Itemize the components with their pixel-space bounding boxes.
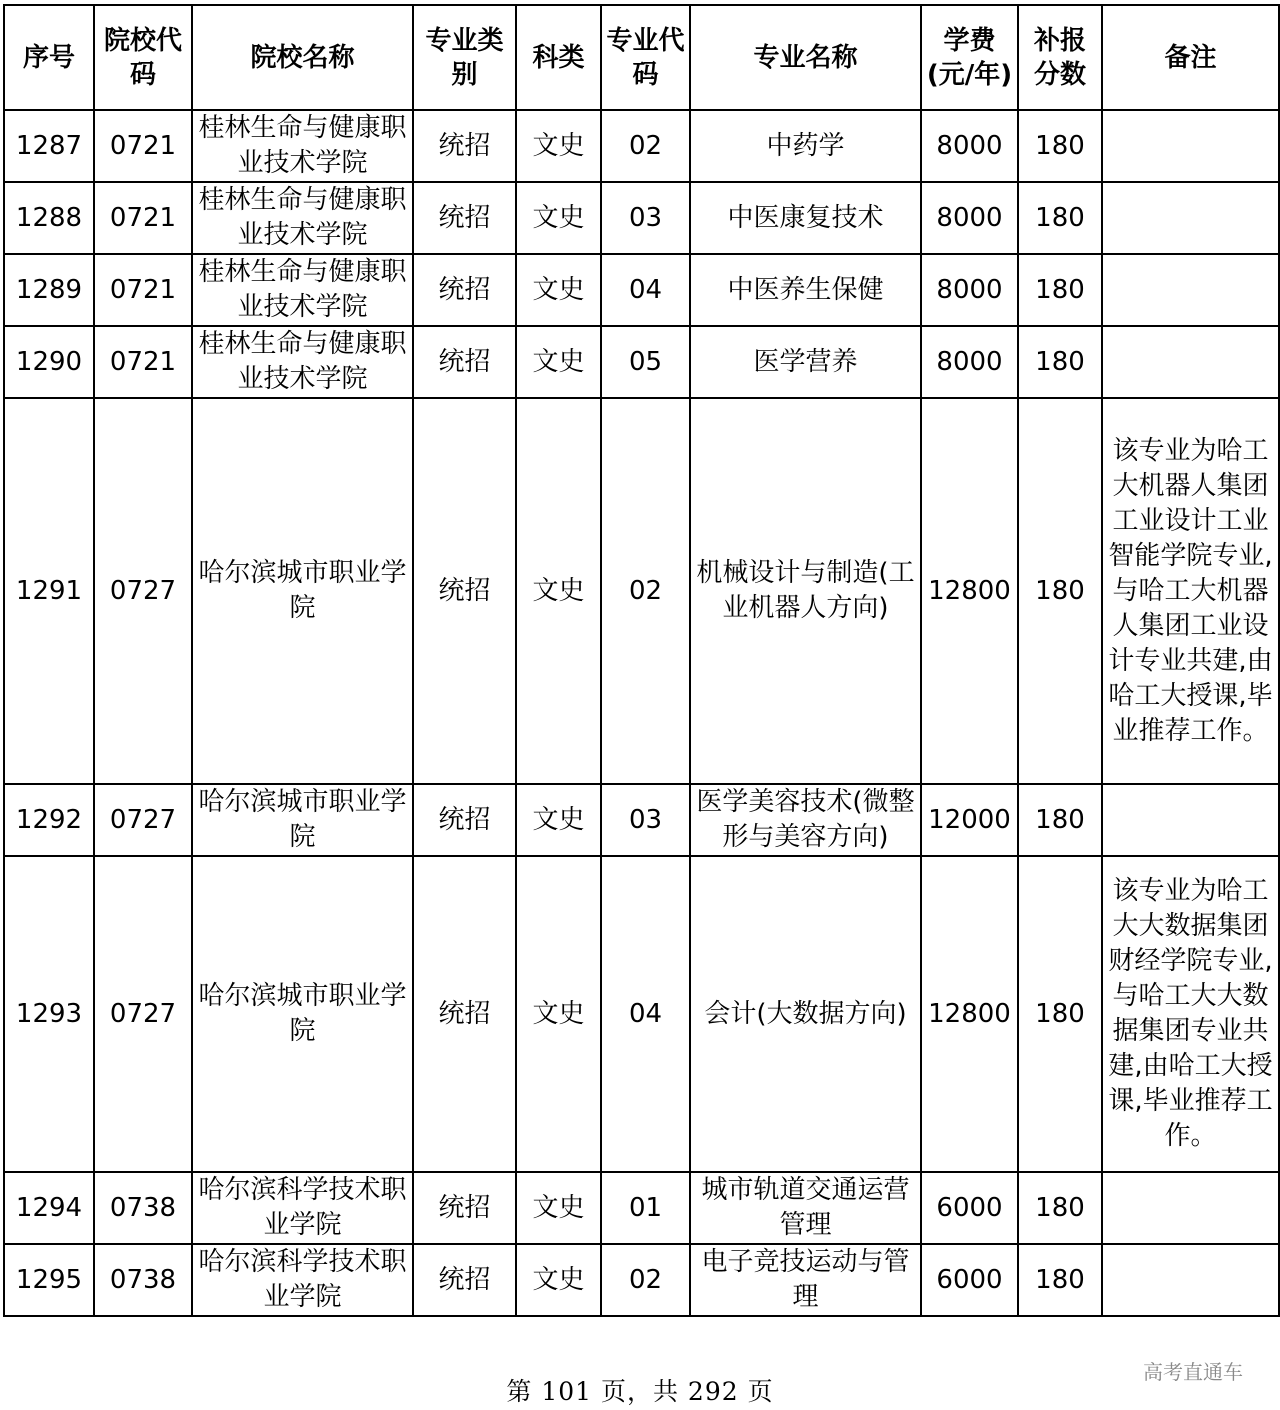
header-category: 专业类别 [413, 5, 516, 110]
cell-major-code: 03 [601, 784, 690, 856]
cell-major-name: 中医养生保健 [690, 254, 921, 326]
cell-note [1102, 1244, 1279, 1316]
cell-subject: 文史 [516, 1172, 601, 1244]
cell-school-code: 0727 [94, 784, 192, 856]
cell-major-code: 03 [601, 182, 690, 254]
cell-seq: 1294 [4, 1172, 94, 1244]
cell-tuition: 6000 [921, 1172, 1018, 1244]
cell-major-code: 04 [601, 856, 690, 1172]
cell-score: 180 [1018, 856, 1102, 1172]
cell-category: 统招 [413, 856, 516, 1172]
table-row [4, 398, 1279, 784]
cell-school-code: 0721 [94, 110, 192, 182]
cell-major-name: 城市轨道交通运营管理 [690, 1172, 921, 1244]
cell-score: 180 [1018, 1172, 1102, 1244]
cell-subject: 文史 [516, 182, 601, 254]
cell-score: 180 [1018, 398, 1102, 784]
cell-school-code: 0721 [94, 254, 192, 326]
header-school-name: 院校名称 [192, 5, 413, 110]
cell-tuition: 12800 [921, 398, 1018, 784]
cell-seq: 1292 [4, 784, 94, 856]
header-major-code: 专业代码 [601, 5, 690, 110]
cell-school-code: 0727 [94, 856, 192, 1172]
cell-score: 180 [1018, 182, 1102, 254]
cell-note [1102, 1172, 1279, 1244]
table-row [4, 1172, 1279, 1244]
cell-score: 180 [1018, 326, 1102, 398]
cell-major-name: 中医康复技术 [690, 182, 921, 254]
cell-note [1102, 110, 1279, 182]
cell-school-code: 0721 [94, 182, 192, 254]
cell-major-name: 医学营养 [690, 326, 921, 398]
cell-school-name: 哈尔滨科学技术职业学院 [192, 1172, 413, 1244]
cell-seq: 1289 [4, 254, 94, 326]
cell-major-name: 医学美容技术(微整形与美容方向) [690, 784, 921, 856]
cell-school-code: 0721 [94, 326, 192, 398]
cell-score: 180 [1018, 110, 1102, 182]
cell-tuition: 8000 [921, 254, 1018, 326]
table-row [4, 784, 1279, 856]
cell-category: 统招 [413, 784, 516, 856]
cell-seq: 1288 [4, 182, 94, 254]
cell-tuition: 8000 [921, 326, 1018, 398]
cell-subject: 文史 [516, 110, 601, 182]
table-row [4, 110, 1279, 182]
cell-category: 统招 [413, 398, 516, 784]
cell-category: 统招 [413, 254, 516, 326]
cell-school-code: 0738 [94, 1172, 192, 1244]
watermark-text: 高考直通车 [1143, 1360, 1243, 1384]
cell-tuition: 6000 [921, 1244, 1018, 1316]
cell-seq: 1295 [4, 1244, 94, 1316]
header-school-code: 院校代码 [94, 5, 192, 110]
cell-note: 该专业为哈工大大数据集团财经学院专业,与哈工大大数据集团专业共建,由哈工大授课,毕业推荐工作。 [1102, 856, 1279, 1172]
cell-note [1102, 784, 1279, 856]
admission-table [3, 4, 1280, 1317]
cell-score: 180 [1018, 254, 1102, 326]
header-major-name: 专业名称 [690, 5, 921, 110]
header-score: 补报分数 [1018, 5, 1102, 110]
cell-subject: 文史 [516, 398, 601, 784]
cell-school-name: 桂林生命与健康职业技术学院 [192, 110, 413, 182]
cell-school-name: 哈尔滨科学技术职业学院 [192, 1244, 413, 1316]
cell-category: 统招 [413, 110, 516, 182]
page-footer: 第 101 页，共 292 页 [506, 1377, 774, 1406]
cell-note [1102, 254, 1279, 326]
cell-school-name: 哈尔滨城市职业学院 [192, 784, 413, 856]
cell-subject: 文史 [516, 784, 601, 856]
cell-category: 统招 [413, 182, 516, 254]
cell-seq: 1291 [4, 398, 94, 784]
cell-subject: 文史 [516, 1244, 601, 1316]
cell-tuition: 12800 [921, 856, 1018, 1172]
cell-subject: 文史 [516, 856, 601, 1172]
cell-major-code: 04 [601, 254, 690, 326]
table-row [4, 326, 1279, 398]
cell-school-name: 桂林生命与健康职业技术学院 [192, 182, 413, 254]
cell-score: 180 [1018, 1244, 1102, 1316]
cell-major-name: 电子竞技运动与管理 [690, 1244, 921, 1316]
cell-category: 统招 [413, 1172, 516, 1244]
cell-tuition: 8000 [921, 182, 1018, 254]
table-row [4, 254, 1279, 326]
cell-major-name: 中药学 [690, 110, 921, 182]
cell-school-code: 0727 [94, 398, 192, 784]
header-row [4, 5, 1279, 110]
cell-note [1102, 182, 1279, 254]
cell-seq: 1293 [4, 856, 94, 1172]
table-row [4, 856, 1279, 1172]
table-row [4, 1244, 1279, 1316]
cell-major-code: 01 [601, 1172, 690, 1244]
cell-school-code: 0738 [94, 1244, 192, 1316]
cell-tuition: 8000 [921, 110, 1018, 182]
cell-major-code: 02 [601, 398, 690, 784]
cell-major-code: 02 [601, 110, 690, 182]
cell-subject: 文史 [516, 254, 601, 326]
cell-school-name: 桂林生命与健康职业技术学院 [192, 326, 413, 398]
cell-seq: 1287 [4, 110, 94, 182]
cell-score: 180 [1018, 784, 1102, 856]
cell-major-name: 会计(大数据方向) [690, 856, 921, 1172]
cell-major-code: 02 [601, 1244, 690, 1316]
cell-school-name: 哈尔滨城市职业学院 [192, 856, 413, 1172]
header-subject: 科类 [516, 5, 601, 110]
cell-major-code: 05 [601, 326, 690, 398]
cell-school-name: 桂林生命与健康职业技术学院 [192, 254, 413, 326]
cell-note: 该专业为哈工大机器人集团工业设计工业智能学院专业,与哈工大机器人集团工业设计专业共建,由哈工大授课,毕业推荐工作。 [1102, 398, 1279, 784]
cell-seq: 1290 [4, 326, 94, 398]
cell-note [1102, 326, 1279, 398]
cell-school-name: 哈尔滨城市职业学院 [192, 398, 413, 784]
cell-category: 统招 [413, 326, 516, 398]
header-seq: 序号 [4, 5, 94, 110]
cell-subject: 文史 [516, 326, 601, 398]
cell-category: 统招 [413, 1244, 516, 1316]
header-note: 备注 [1102, 5, 1279, 110]
table-row [4, 182, 1279, 254]
cell-tuition: 12000 [921, 784, 1018, 856]
header-tuition: 学费(元/年) [921, 5, 1018, 110]
cell-major-name: 机械设计与制造(工业机器人方向) [690, 398, 921, 784]
